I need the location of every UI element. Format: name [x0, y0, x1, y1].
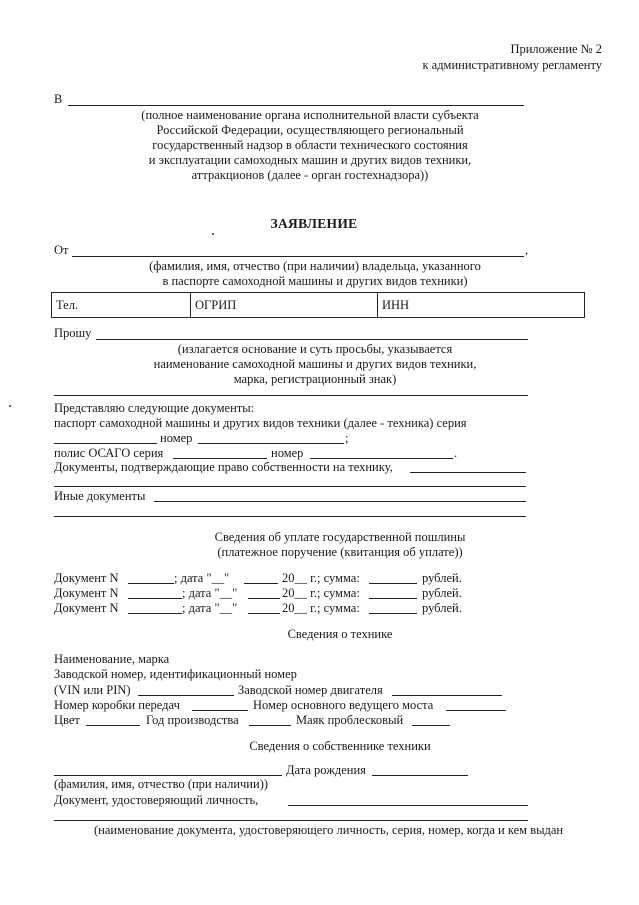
fee-doc-label: Документ N [54, 601, 119, 615]
ownership-docs-field[interactable] [410, 472, 526, 473]
engine-number-field[interactable] [392, 695, 502, 696]
gearbox-number-field[interactable] [192, 710, 248, 711]
document-title: ЗАЯВЛЕНИЕ [270, 216, 358, 231]
inn-cell[interactable] [378, 293, 585, 318]
axle-number-field[interactable] [446, 710, 506, 711]
scan-speck [212, 233, 214, 235]
from-hint-2: в паспорте самоходной машины и других видов техники) [162, 274, 468, 288]
other-docs-label: Иные документы [54, 489, 146, 503]
fee-month-field[interactable] [248, 613, 280, 614]
fee-unit: рублей. [422, 571, 462, 585]
id-document-hint: (наименование документа, удостоверяющего личность, серия, номер, когда и кем выдан [94, 823, 564, 837]
osago-number-field[interactable] [310, 458, 453, 459]
fee-year-label: 20__ г.; сумма: [282, 586, 360, 600]
from-prefix: От [54, 243, 69, 257]
fee-year-label: 20__ г.; сумма: [282, 601, 360, 615]
fee-doc-label: Документ N [54, 571, 119, 585]
passport-series-field[interactable] [54, 443, 157, 444]
birth-date-label: Дата рождения [286, 763, 366, 777]
passport-number-end: ; [345, 431, 349, 445]
gearbox-number-label: Номер коробки передач [54, 698, 180, 712]
inn-label: ИНН [382, 297, 410, 312]
fee-amount-field[interactable] [369, 598, 417, 599]
color-field[interactable] [86, 725, 140, 726]
passport-series-label: паспорт самоходной машины и других видов техники (далее - техника) серия [54, 416, 467, 430]
axle-number-label: Номер основного ведущего моста [253, 698, 434, 712]
fee-unit: рублей. [422, 601, 462, 615]
fee-month-field[interactable] [244, 583, 278, 584]
vin-label: (VIN или PIN) [54, 683, 131, 697]
request-line-2[interactable] [54, 395, 528, 396]
ogrip-label: ОГРИП [195, 297, 237, 312]
request-hint-2: наименование самоходной машины и других видов техники, [153, 357, 477, 371]
vin-field[interactable] [138, 695, 234, 696]
addressee-hint-1: (полное наименование органа исполнительной власти субъекта [141, 108, 479, 122]
addressee-hint-2: Российской Федерации, осуществляющего региональный [156, 123, 464, 137]
request-line[interactable] [96, 339, 528, 340]
beacon-field[interactable] [412, 725, 450, 726]
regulation-reference: к административному регламенту [422, 58, 602, 72]
fee-doc-label: Документ N [54, 586, 119, 600]
fee-amount-field[interactable] [369, 613, 417, 614]
fee-doc-number-field[interactable] [128, 613, 182, 614]
request-hint-3: марка, регистрационный знак) [233, 372, 397, 386]
fee-doc-number-field[interactable] [128, 583, 174, 584]
id-document-field[interactable] [288, 805, 528, 806]
other-docs-line-2[interactable] [54, 516, 526, 517]
from-line[interactable] [72, 256, 524, 257]
passport-number-label: номер [160, 431, 193, 445]
osago-series-field[interactable] [173, 458, 267, 459]
vehicle-title: Сведения о технике [287, 627, 393, 641]
addressee-hint-4: и эксплуатации самоходных машин и других видов техники, [148, 153, 472, 167]
from-hint-1: (фамилия, имя, отчество (при наличии) владельца, указанного [149, 259, 481, 273]
request-prefix: Прошу [54, 326, 92, 340]
fee-doc-number-field[interactable] [128, 598, 182, 599]
other-docs-field[interactable] [154, 501, 526, 502]
fee-year-label: 20__ г.; сумма: [282, 571, 360, 585]
phone-cell[interactable] [52, 293, 191, 318]
appendix-number: Приложение № 2 [510, 42, 602, 56]
engine-number-label: Заводской номер двигателя [238, 683, 383, 697]
documents-intro: Представляю следующие документы: [54, 401, 255, 415]
ogrip-cell[interactable] [191, 293, 378, 318]
vehicle-name-brand-label: Наименование, марка [54, 652, 170, 666]
owner-fio-field[interactable] [54, 775, 282, 776]
osago-number-label: номер [271, 446, 304, 460]
scan-speck [9, 405, 11, 407]
ownership-docs-line-2[interactable] [54, 486, 526, 487]
passport-number-field[interactable] [198, 443, 344, 444]
ownership-docs-label: Документы, подтверждающие право собственности на технику, [54, 460, 393, 474]
from-comma: , [525, 243, 529, 257]
addressee-prefix: В [54, 92, 63, 106]
addressee-hint-5: аттракционов (далее - орган гостехнадзора)) [191, 168, 429, 182]
addressee-line[interactable] [68, 105, 524, 106]
osago-series-label: полис ОСАГО серия [54, 446, 164, 460]
vehicle-factory-id-label: Заводской номер, идентификационный номер [54, 667, 297, 681]
production-year-label: Год производства [146, 713, 239, 727]
osago-end: . [454, 446, 458, 460]
owner-fio-hint: (фамилия, имя, отчество (при наличии)) [54, 777, 269, 791]
fee-date-label: ; дата "__" [182, 601, 238, 615]
fee-date-label: ; дата "__" [174, 571, 230, 585]
fee-date-label: ; дата "__" [182, 586, 238, 600]
beacon-label: Маяк проблесковый [296, 713, 404, 727]
phone-label: Тел. [56, 297, 79, 312]
fee-unit: рублей. [422, 586, 462, 600]
fee-title: Сведения об уплате государственной пошлины [214, 530, 466, 544]
fee-amount-field[interactable] [369, 583, 417, 584]
request-hint-1: (излагается основание и суть просьбы, указывается [177, 342, 453, 356]
contacts-table [51, 292, 585, 318]
fee-month-field[interactable] [248, 598, 280, 599]
production-year-field[interactable] [249, 725, 291, 726]
id-document-label: Документ, удостоверяющий личность, [54, 793, 259, 807]
id-document-line-2[interactable] [54, 820, 528, 821]
fee-subtitle: (платежное поручение (квитанция об уплате)) [217, 545, 463, 559]
addressee-hint-3: государственный надзор в области технического состояния [152, 138, 468, 152]
birth-date-field[interactable] [372, 775, 468, 776]
color-label: Цвет [54, 713, 80, 727]
owner-title: Сведения о собственнике техники [249, 739, 431, 753]
